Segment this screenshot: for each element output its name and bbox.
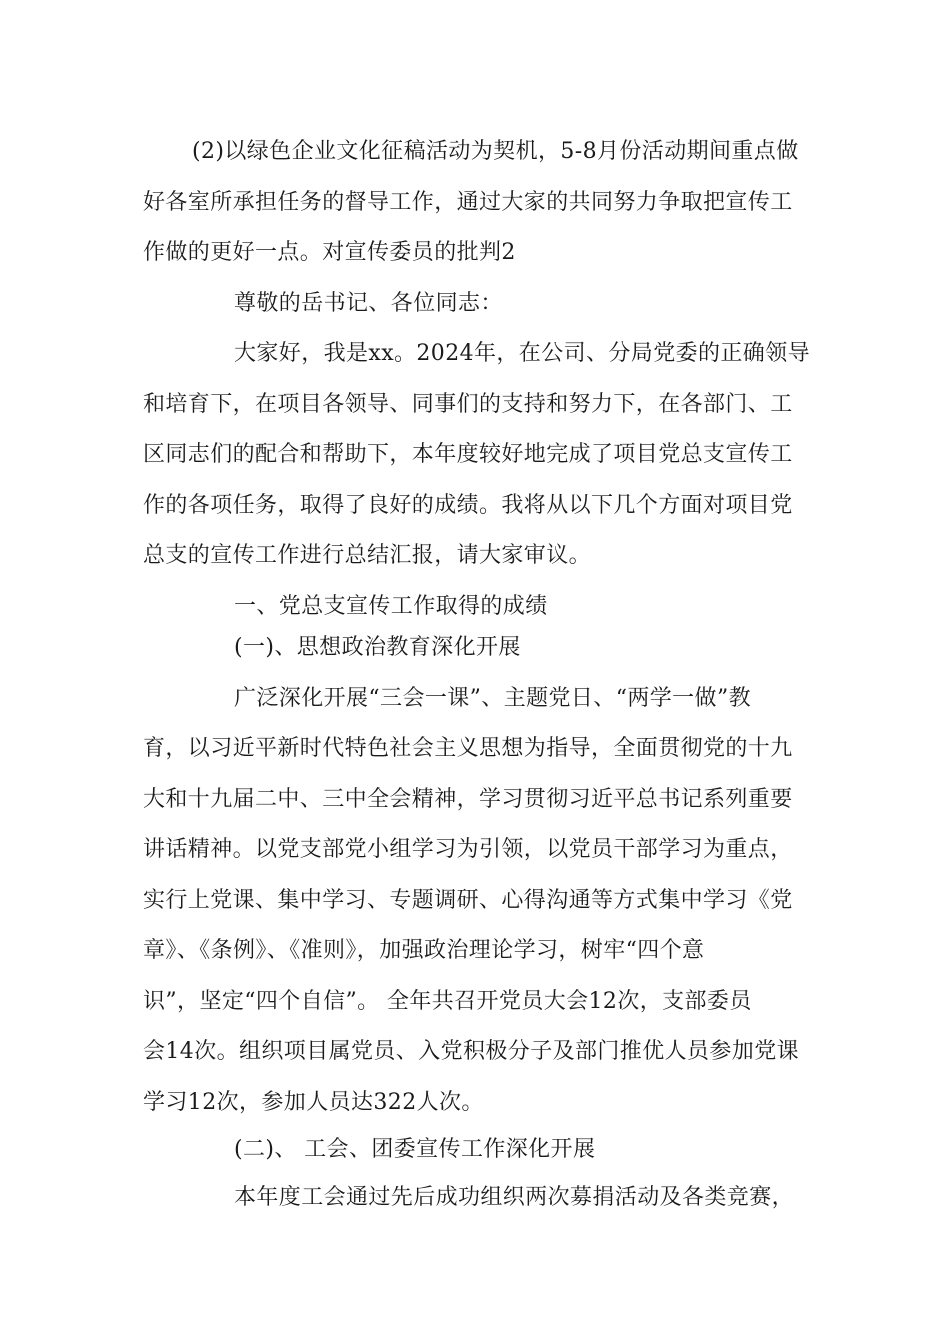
subsection-heading: (二)、 工会、团委宣传工作深化开展: [234, 1137, 596, 1162]
paragraph-line: 本年度工会通过先后成功组织两次募捐活动及各类竞赛，: [234, 1185, 795, 1210]
paragraph-line: 大家好，我是xx。2024年，在公司、分局党委的正确领导: [234, 341, 811, 366]
subsection-heading: (一)、思想政治教育深化开展: [234, 635, 521, 660]
paragraph-line: 作的各项任务，取得了良好的成绩。我将从以下几个方面对项目党: [143, 493, 793, 518]
paragraph-line: 好各室所承担任务的督导工作，通过大家的共同努力争取把宣传工: [143, 190, 793, 215]
paragraph-line: 识”，坚定“四个自信”。 全年共召开党员大会12次，支部委员: [143, 989, 752, 1014]
paragraph-line: 章》、《条例》、《准则》，加强政治理论学习，树牢“四个意: [143, 938, 705, 963]
paragraph-line: 育，以习近平新时代特色社会主义思想为指导，全面贯彻党的十九: [143, 736, 793, 761]
paragraph-line: 会14次。组织项目属党员、入党积极分子及部门推优人员参加党课: [143, 1039, 799, 1064]
salutation: 尊敬的岳书记、各位同志：: [234, 291, 503, 316]
paragraph-line: 学习12次，参加人员达322人次。: [143, 1090, 484, 1115]
section-heading: 一、党总支宣传工作取得的成绩: [234, 594, 548, 619]
paragraph-line: 讲话精神。以党支部党小组学习为引领，以党员干部学习为重点，: [143, 837, 793, 862]
paragraph-line: 和培育下，在项目各领导、同事们的支持和努力下，在各部门、工: [143, 392, 793, 417]
paragraph-line: (2)以绿色企业文化征稿活动为契机，5-8月份活动期间重点做: [192, 139, 799, 164]
paragraph-line: 大和十九届二中、三中全会精神，学习贯彻习近平总书记系列重要: [143, 787, 793, 812]
paragraph-line: 区同志们的配合和帮助下，本年度较好地完成了项目党总支宣传工: [143, 442, 793, 467]
paragraph-line: 广泛深化开展“三会一课”、主题党日、“两学一做”教: [234, 686, 751, 711]
paragraph-line: 作做的更好一点。对宣传委员的批判2: [143, 240, 516, 265]
paragraph-line: 实行上党课、集中学习、专题调研、心得沟通等方式集中学习《党: [143, 888, 793, 913]
paragraph-line: 总支的宣传工作进行总结汇报，请大家审议。: [143, 543, 592, 568]
